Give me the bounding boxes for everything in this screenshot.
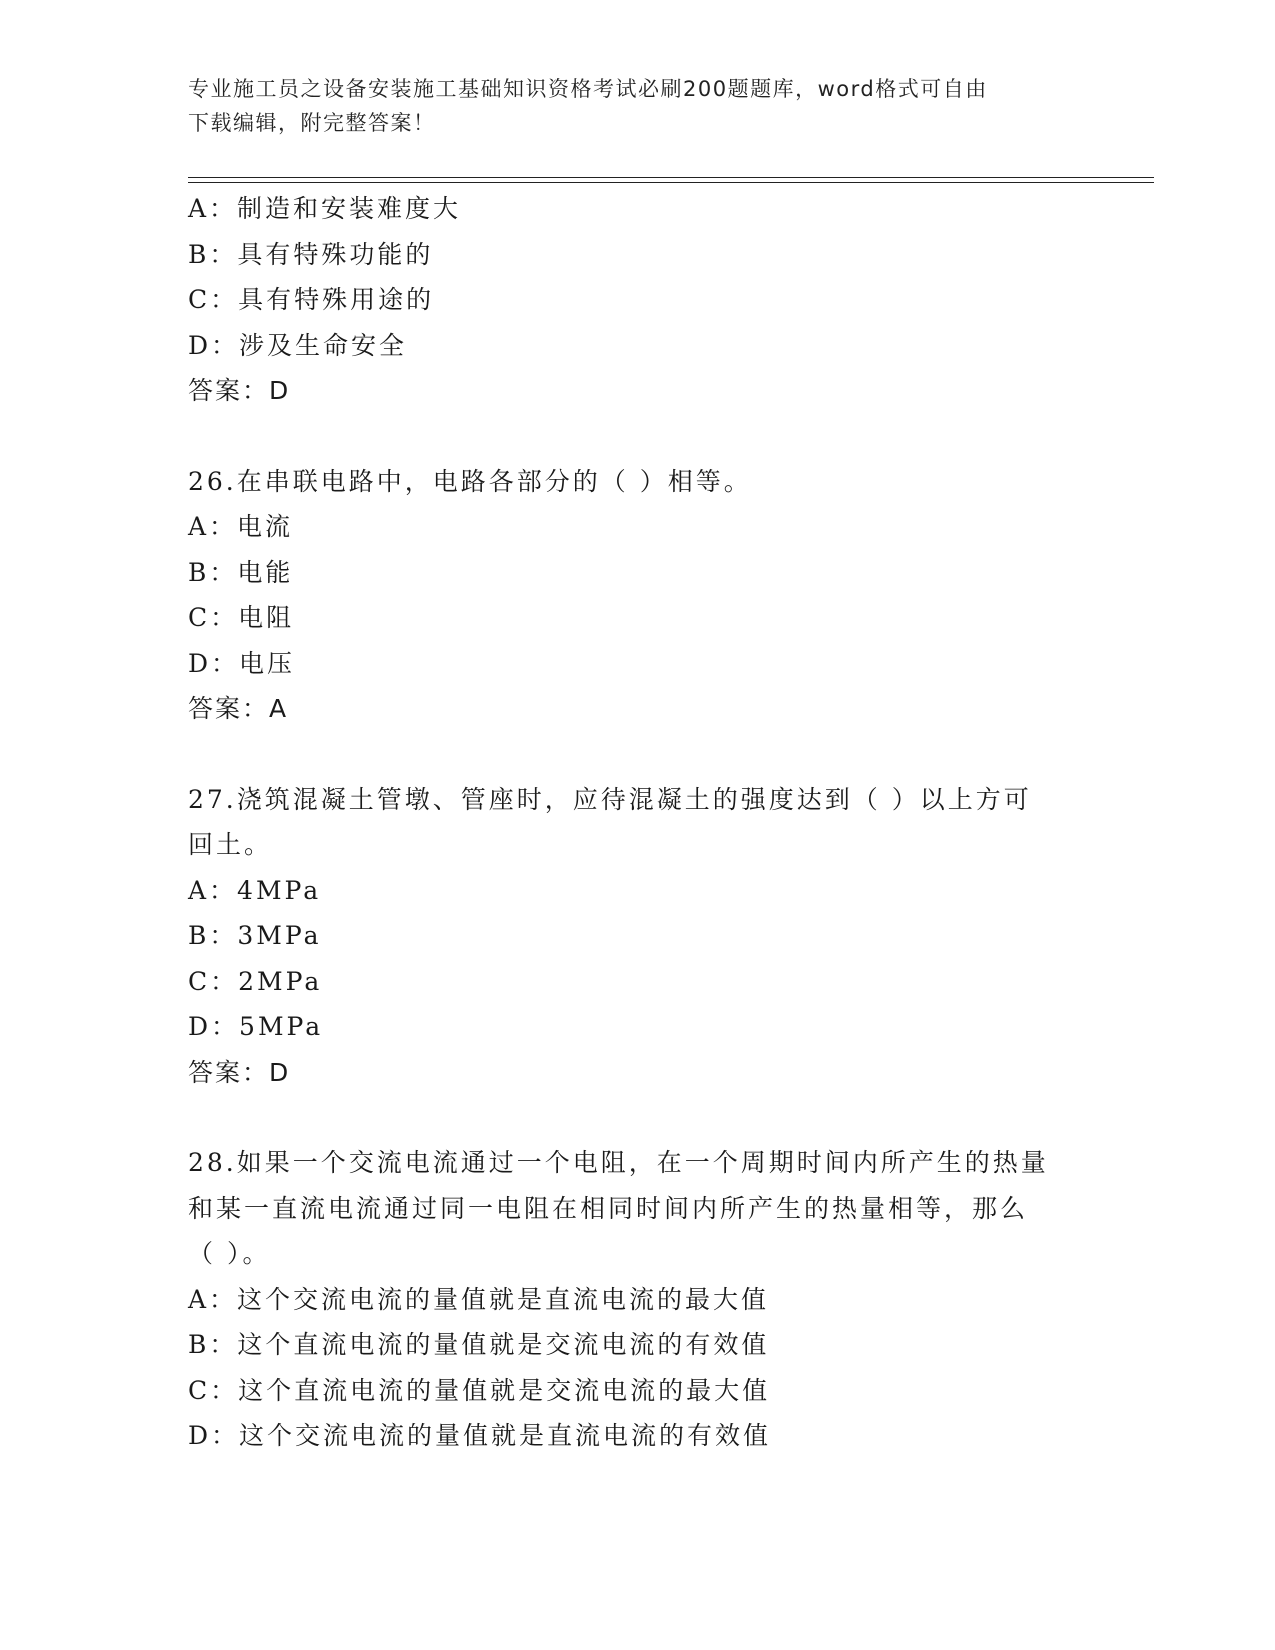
question-text-line-1: 27.浇筑混凝土管墩、管座时，应待混凝土的强度达到（ ）以上方可 (188, 784, 1032, 814)
option-a: A：电流 (188, 512, 294, 541)
question-26 (188, 459, 1148, 732)
question-text-line-1: 28.如果一个交流电流通过一个电阻，在一个周期时间内所产生的热量 (188, 1148, 1049, 1177)
spacer (188, 1095, 1148, 1140)
option-c: C：电阻 (188, 603, 295, 632)
question-text-line-2: 和某一直流电流通过同一电阻在相同时间内所产生的热量相等，那么 (188, 1193, 1029, 1223)
option-a: A：这个交流电流的量值就是直流电流的最大值 (188, 1284, 770, 1314)
option-b: B：电能 (188, 557, 294, 587)
header-line-2: 下载编辑，附完整答案！ (188, 111, 436, 135)
header-rule-bottom (188, 182, 1154, 183)
answer: 答案：D (188, 376, 291, 405)
document-header (188, 72, 1088, 140)
spacer (188, 732, 1148, 777)
option-d: D：这个交流电流的量值就是直流电流的有效值 (188, 1421, 772, 1450)
option-b: B：具有特殊功能的 (188, 239, 434, 269)
option-a: A：制造和安装难度大 (188, 194, 462, 223)
question-25 (188, 186, 1148, 414)
option-d: D：电压 (188, 648, 296, 678)
question-text-line-3: （ ）。 (188, 1239, 271, 1268)
option-c: C：具有特殊用途的 (188, 285, 435, 314)
question-text: 26.在串联电路中，电路各部分的（ ）相等。 (188, 466, 752, 496)
option-d: D：5MPa (188, 1012, 324, 1041)
option-d: D：涉及生命安全 (188, 330, 408, 360)
question-text-line-2: 回土。 (188, 830, 273, 859)
option-b: B：3MPa (188, 921, 322, 950)
option-c: C：2MPa (188, 966, 323, 996)
header-line-1: 专业施工员之设备安装施工基础知识资格考试必刷200题题库，word格式可自由 (188, 77, 988, 101)
option-c: C：这个直流电流的量值就是交流电流的最大值 (188, 1375, 771, 1405)
header-rule-top (188, 177, 1154, 178)
question-list (188, 186, 1148, 1459)
answer: 答案：A (188, 694, 289, 723)
question-27 (188, 777, 1148, 1096)
question-28 (188, 1140, 1148, 1459)
answer: 答案：D (188, 1057, 291, 1087)
spacer (188, 414, 1148, 459)
option-a: A：4MPa (188, 875, 322, 905)
option-b: B：这个直流电流的量值就是交流电流的有效值 (188, 1330, 770, 1359)
